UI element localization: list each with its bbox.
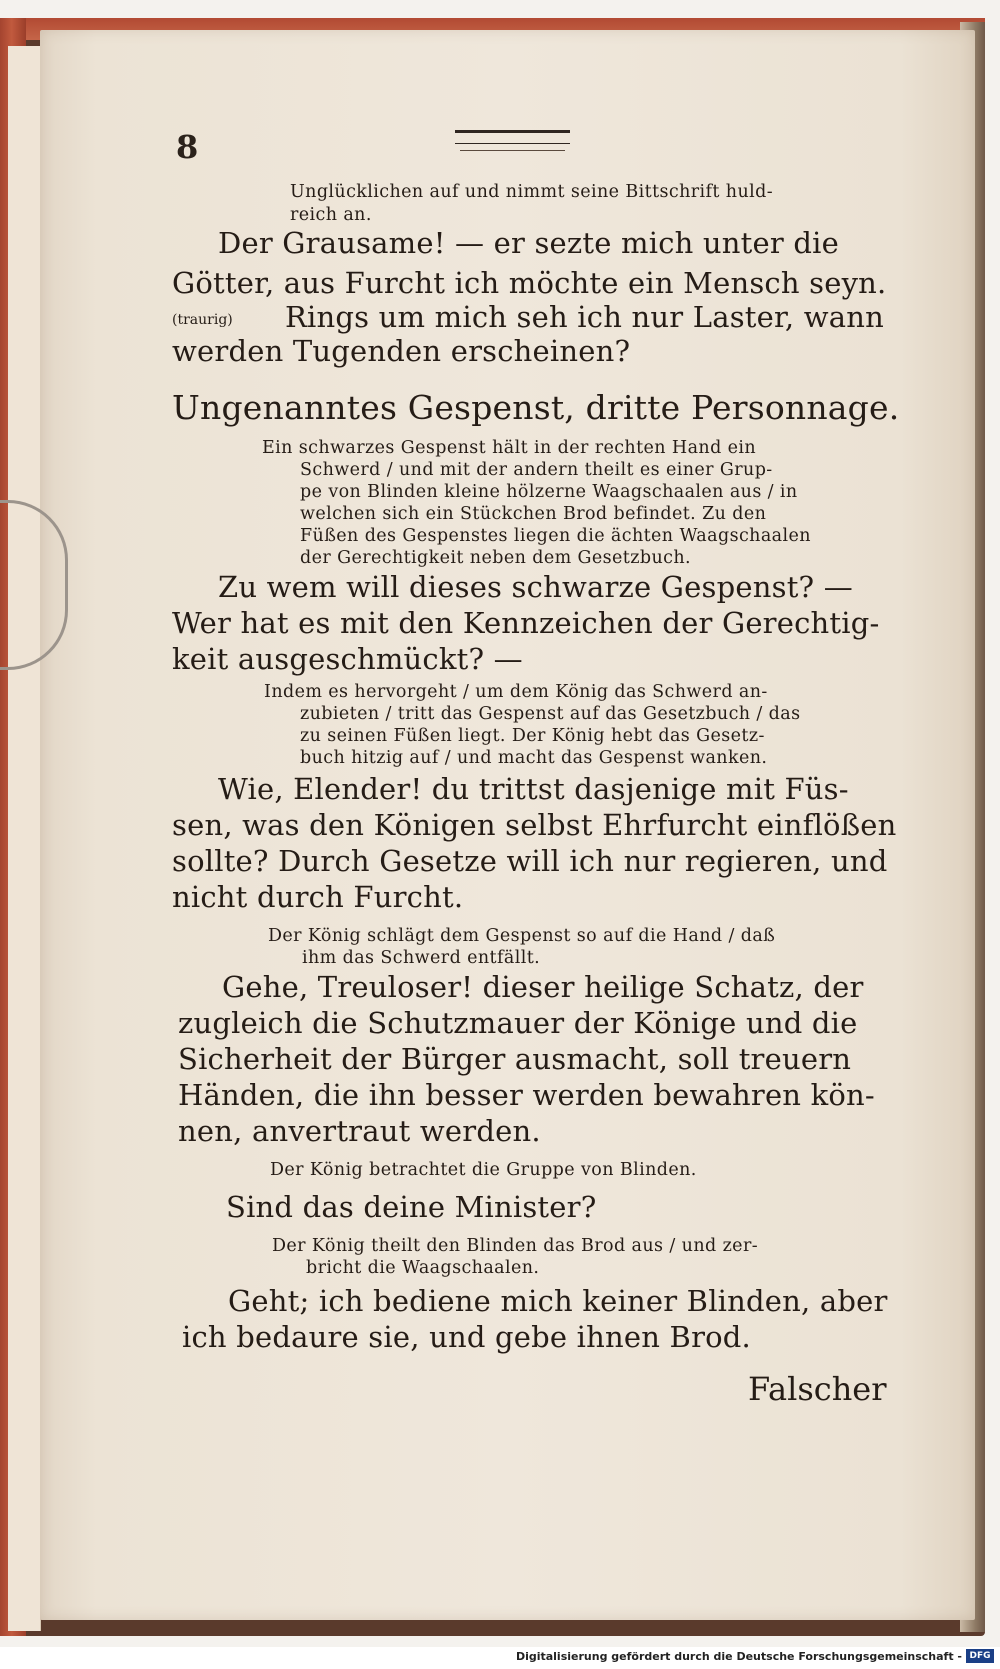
stage-direction-line: ihm das Schwerd entfällt.: [302, 948, 541, 968]
speech-line: Händen, die ihn besser werden bewahren kön-: [178, 1078, 875, 1112]
stage-direction-line: der Gerechtigkeit neben dem Gesetzbuch.: [300, 548, 691, 568]
speech-line: zugleich die Schutzmauer der Könige und die: [178, 1006, 858, 1040]
digitization-credit: Digitalisierung gefördert durch die Deutsche Forschungsgemeinschaft -: [515, 1650, 962, 1663]
catchword: Falscher: [748, 1370, 887, 1408]
speech-line: Sind das deine Minister?: [226, 1190, 597, 1224]
character-heading: Ungenanntes Gespenst, dritte Personnage.: [172, 388, 900, 427]
speech-line: sollte? Durch Gesetze will ich nur regieren, und: [172, 844, 888, 878]
stage-direction-line: Schwerd / und mit der andern theilt es einer Grup-: [300, 460, 773, 480]
page-number: 8: [176, 128, 199, 166]
stage-direction-line: zubieten / tritt das Gespenst auf das Gesetzbuch / das: [300, 704, 801, 724]
speech-line: werden Tugenden erscheinen?: [172, 334, 631, 368]
speech-line: Wie, Elender! du trittst dasjenige mit Füs-: [218, 772, 849, 806]
speech-line: nen, anvertraut werden.: [178, 1114, 541, 1148]
aside-note: (traurig): [172, 312, 233, 328]
stage-direction-line: Ein schwarzes Gespenst hält in der rechten Hand ein: [262, 438, 757, 458]
stage-direction-line: Indem es hervorgeht / um dem König das Schwerd an-: [264, 682, 768, 702]
speech-line: Sicherheit der Bürger ausmacht, soll treuern: [178, 1042, 852, 1076]
stage-direction-line: welchen sich ein Stückchen Brod befindet. Zu den: [300, 504, 767, 524]
speech-line: Wer hat es mit den Kennzeichen der Gerechtig-: [172, 606, 880, 640]
speech-line: Geht; ich bediene mich keiner Blinden, aber: [228, 1284, 888, 1318]
speech-line: sen, was den Königen selbst Ehrfurcht einflößen: [172, 808, 897, 842]
speech-line: Der Grausame! — er sezte mich unter die: [218, 226, 839, 260]
speech-line: keit ausgeschmückt? —: [172, 642, 523, 676]
stage-direction-line: bricht die Waagschaalen.: [306, 1258, 540, 1278]
speech-line: Zu wem will dieses schwarze Gespenst? —: [218, 570, 853, 604]
stage-direction-line: buch hitzig auf / und macht das Gespenst wanken.: [300, 748, 768, 768]
stage-direction-line: Füßen des Gespenstes liegen die ächten Waagschaalen: [300, 526, 811, 546]
stage-direction-line: pe von Blinden kleine hölzerne Waagschaalen aus / in: [300, 482, 798, 502]
underlying-leaf: [8, 46, 41, 1631]
speech-line: ich bedaure sie, und gebe ihnen Brod.: [182, 1320, 751, 1354]
header-underline: [460, 150, 565, 151]
speech-line: nicht durch Furcht.: [172, 880, 464, 914]
stage-direction-line: zu seinen Füßen liegt. Der König hebt das Gesetz-: [300, 726, 765, 746]
stage-direction-line: Der König schlägt dem Gespenst so auf die Hand / daß: [268, 926, 776, 946]
stage-direction-line: Der König theilt den Blinden das Brod aus / und zer-: [272, 1236, 759, 1256]
stage-direction-line: Unglücklichen auf und nimmt seine Bittschrift huld-: [290, 182, 774, 202]
speech-line: Götter, aus Furcht ich möchte ein Mensch seyn.: [172, 266, 887, 300]
header-rule: [455, 130, 570, 144]
stage-direction-line: Der König betrachtet die Gruppe von Blinden.: [270, 1160, 697, 1180]
speech-line: Gehe, Treuloser! dieser heilige Schatz, der: [222, 970, 864, 1004]
stage-direction-line: reich an.: [290, 205, 372, 225]
dfg-logo: DFG: [966, 1649, 994, 1663]
speech-line: Rings um mich seh ich nur Laster, wann: [285, 300, 884, 334]
